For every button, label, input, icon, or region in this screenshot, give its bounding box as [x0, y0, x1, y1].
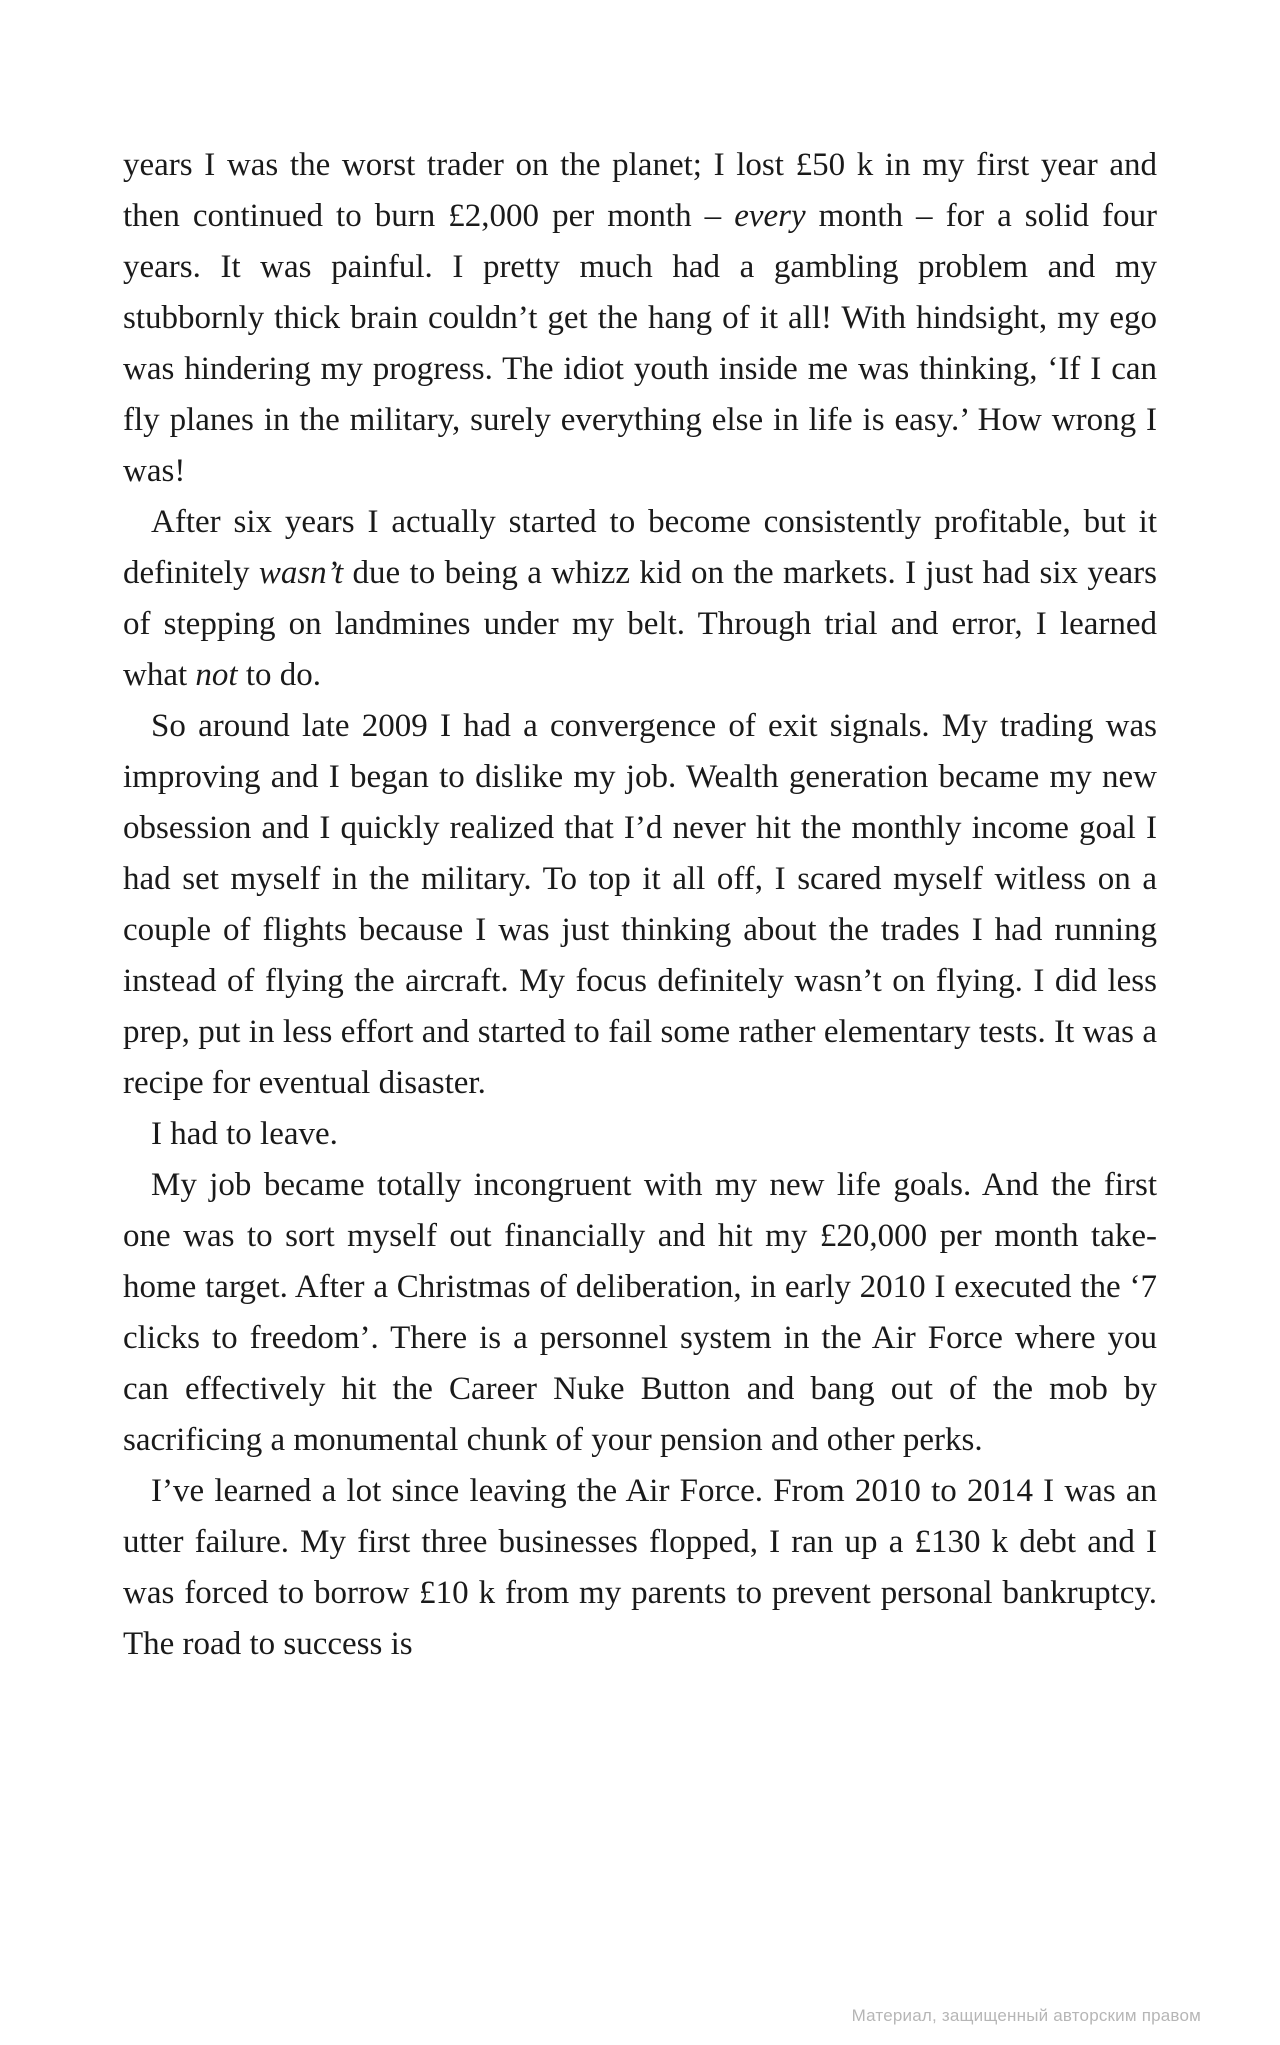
- text-run: years I was the worst trader on the planet; I lost £50 k in my first year and then continued to burn £2,000 per month –: [123, 147, 1157, 234]
- text-run: After six years I actually started to become consistently profitable, but it definitely: [123, 504, 1157, 591]
- emphasized-text: every: [734, 198, 806, 234]
- copyright-watermark: Материал, защищенный авторским правом: [851, 2006, 1201, 2025]
- emphasized-text: not: [195, 657, 238, 693]
- text-run: month – for a solid four years. It was painful. I pretty much had a gambling problem and my stubbornly thick brain couldn’t get the hang of it all! With hindsight, my ego was hindering my progress. The idiot youth inside me was thinking, ‘If I can fly planes in the military, surely everything else in life is easy.’ How wrong I was!: [123, 198, 1158, 489]
- text-run: due to being a whizz kid on the markets. I just had six years of stepping on landmines under my belt. Through trial and error, I learned what: [123, 555, 1157, 693]
- text-run: to do.: [237, 657, 321, 693]
- text-run: My job became totally incongruent with my new life goals. And the first one was to sort myself out financially and hit my £20,000 per month take-home target. After a Christmas of deliberation, in early 2010 I executed the ‘7 clicks to freedom’. There is a personnel system in the Air Force where you can effectively hit the Career Nuke Button and bang out of the mob by sacrificing a monumental chunk of your pension and other perks.: [123, 1167, 1157, 1458]
- paragraph: [123, 1466, 1157, 1670]
- text-run: I’ve learned a lot since leaving the Air Force. From 2010 to 2014 I was an utter failure. My first three businesses flopped, I ran up a £130 k debt and I was forced to borrow £10 k from my parents to prevent personal bankruptcy. The road to success is: [123, 1473, 1157, 1662]
- paragraph: [123, 140, 1157, 497]
- body-text: [123, 140, 1157, 1670]
- paragraph: [123, 701, 1157, 1109]
- emphasized-text: wasn’t: [258, 555, 344, 591]
- text-run: So around late 2009 I had a convergence of exit signals. My trading was improving and I began to dislike my job. Wealth generation became my new obsession and I quickly realized that I’d never hit the monthly income goal I had set myself in the military. To top it all off, I scared myself witless on a couple of flights because I was just thinking about the trades I had running instead of flying the aircraft. My focus definitely wasn’t on flying. I did less prep, put in less effort and started to fail some rather elementary tests. It was a recipe for eventual disaster.: [123, 708, 1157, 1101]
- paragraph: [123, 497, 1157, 701]
- paragraph: [123, 1160, 1157, 1466]
- paragraph: [123, 1109, 1157, 1160]
- text-run: I had to leave.: [151, 1116, 338, 1152]
